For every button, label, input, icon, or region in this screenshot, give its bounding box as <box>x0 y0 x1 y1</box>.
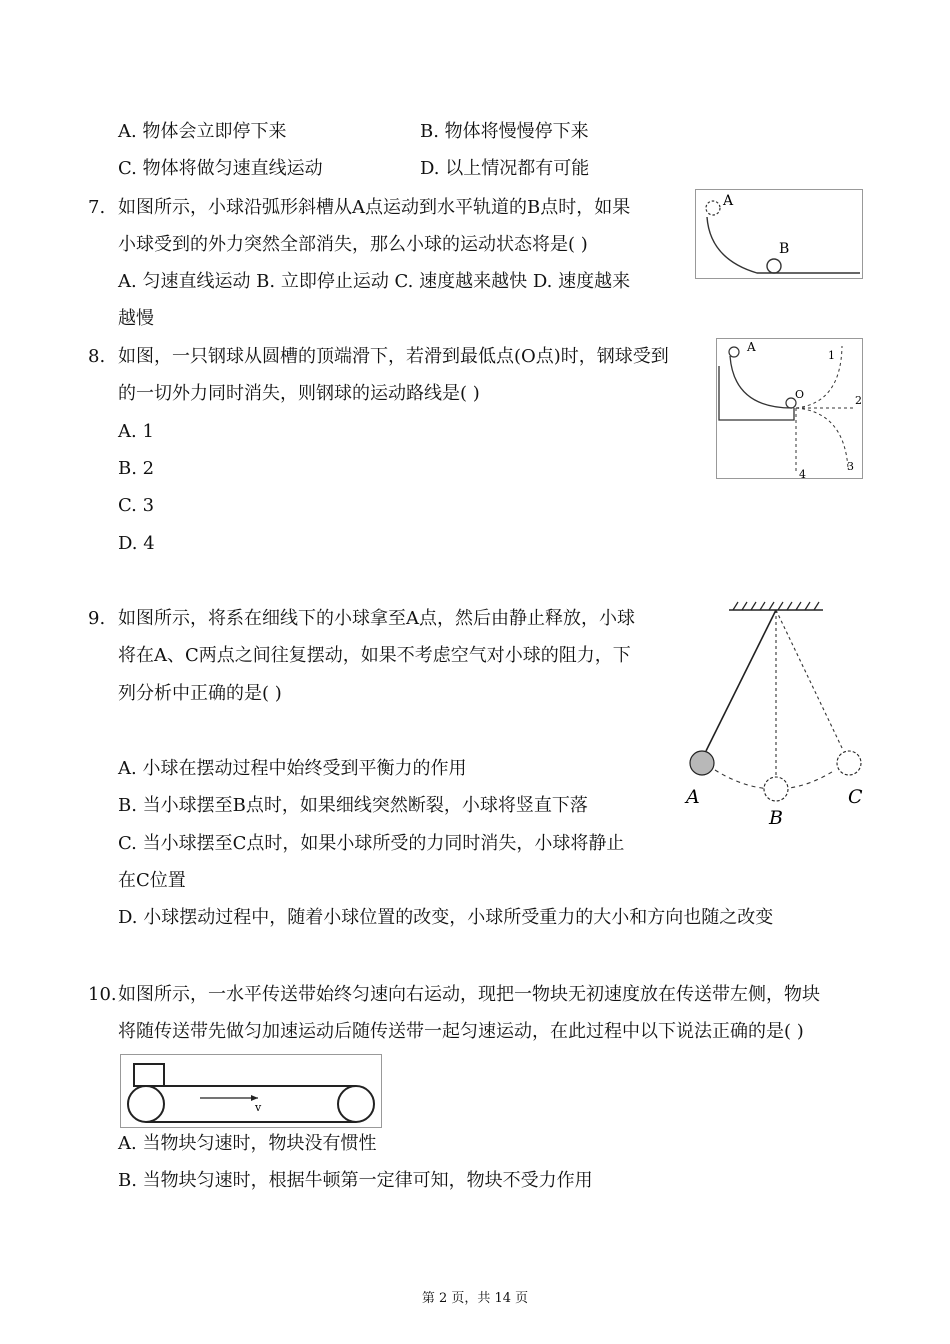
q7-label-b: B <box>779 241 790 257</box>
q9-stem-line3: 列分析中正确的是( ) <box>118 683 282 704</box>
q8-label-4: 4 <box>799 468 806 481</box>
q9-stem-line2: 将在A、C两点之间往复摆动，如果不考虑空气对小球的阻力，下 <box>118 645 631 666</box>
q9-option-c: C. 当小球摆至C点时，如果小球所受的力同时消失，小球将静止 <box>118 833 625 854</box>
q8-label-o: O <box>795 388 805 401</box>
q7-figure-border <box>696 190 863 279</box>
q8-option-b: B. 2 <box>118 458 155 479</box>
q9-ball-c <box>837 751 861 775</box>
q8-ball-top <box>729 347 739 357</box>
q9-ball-a <box>690 751 714 775</box>
q9-string-c <box>776 610 843 750</box>
q6-option-b: B. 物体将慢慢停下来 <box>420 121 589 142</box>
q7-stem-line1: 如图所示，小球沿弧形斜槽从A点运动到水平轨道的B点时，如果 <box>118 197 631 218</box>
q8-option-c: C. 3 <box>118 495 155 516</box>
q9-option-a: A. 小球在摆动过程中始终受到平衡力的作用 <box>118 758 467 779</box>
q9-option-b: B. 当小球摆至B点时，如果细线突然断裂，小球将竖直下落 <box>118 795 588 816</box>
q10-option-b: B. 当物块匀速时，根据牛顿第一定律可知，物块不受力作用 <box>118 1170 593 1191</box>
q10-number: 10. <box>88 984 117 1005</box>
q9-figure-pendulum <box>683 598 865 830</box>
q10-stem-line1: 如图所示，一水平传送带始终匀速向右运动，现把一物块无初速度放在传送带左侧，物块 <box>118 984 820 1005</box>
q7-stem-line2: 小球受到的外力突然全部消失，那么小球的运动状态将是( ) <box>118 234 588 255</box>
q9-label-c: C <box>848 786 863 808</box>
q9-option-d: D. 小球摆动过程中，随着小球位置的改变，小球所受重力的大小和方向也随之改变 <box>118 907 774 928</box>
q6-option-c: C. 物体将做匀速直线运动 <box>118 158 323 179</box>
q8-groove <box>730 356 792 408</box>
q10-block <box>134 1064 164 1086</box>
q8-option-d: D. 4 <box>118 533 155 554</box>
q7-options: A. 匀速直线运动 B. 立即停止运动 C. 速度越来越快 D. 速度越来 <box>118 271 631 292</box>
q9-option-c-cont: 在C位置 <box>118 870 186 891</box>
q8-number: 8. <box>88 346 106 367</box>
page-footer: 第 2 页，共 14 页 <box>421 1291 529 1306</box>
q10-option-a: A. 当物块匀速时，物块没有惯性 <box>118 1133 377 1154</box>
q8-label-1: 1 <box>828 349 835 362</box>
q8-stem-line1: 如图，一只钢球从圆槽的顶端滑下，若滑到最低点(O点)时，钢球受到 <box>118 346 669 367</box>
q8-option-a: A. 1 <box>118 421 154 442</box>
q10-label-v: v <box>255 1101 262 1114</box>
q7-ball-start <box>706 201 720 215</box>
q9-number: 9. <box>88 608 106 629</box>
q8-stem-line2: 的一切外力同时消失，则钢球的运动路线是( ) <box>118 383 480 404</box>
q8-label-3: 3 <box>847 460 854 473</box>
q9-stem-line1: 如图所示，将系在细线下的小球拿至A点，然后由静止释放，小球 <box>118 608 635 629</box>
q8-path-3 <box>796 408 848 468</box>
q7-figure-curved-track <box>695 189 863 280</box>
q7-label-a: A <box>723 193 734 209</box>
q6-option-a: A. 物体会立即停下来 <box>118 121 287 142</box>
q9-ceiling-hatching <box>733 602 819 610</box>
q7-options-cont: 越慢 <box>118 308 154 329</box>
q9-string-a <box>706 610 776 751</box>
q9-label-b: B <box>769 807 783 829</box>
q8-label-a: A <box>747 340 756 354</box>
q10-roller-left <box>128 1086 164 1122</box>
q6-option-d: D. 以上情况都有可能 <box>420 158 590 179</box>
q10-stem-line2: 将随传送带先做匀加速运动后随传送带一起匀速运动，在此过程中以下说法正确的是( ) <box>118 1021 804 1042</box>
q10-figure-conveyor <box>120 1054 383 1129</box>
q7-ball-end <box>767 259 781 273</box>
q9-label-a: A <box>686 786 700 808</box>
q8-figure-bowl-paths <box>716 338 864 481</box>
q10-roller-right <box>338 1086 374 1122</box>
q9-ball-b <box>764 777 788 801</box>
q8-block <box>719 366 794 420</box>
q7-number: 7. <box>88 197 106 218</box>
q8-label-2: 2 <box>855 394 862 407</box>
